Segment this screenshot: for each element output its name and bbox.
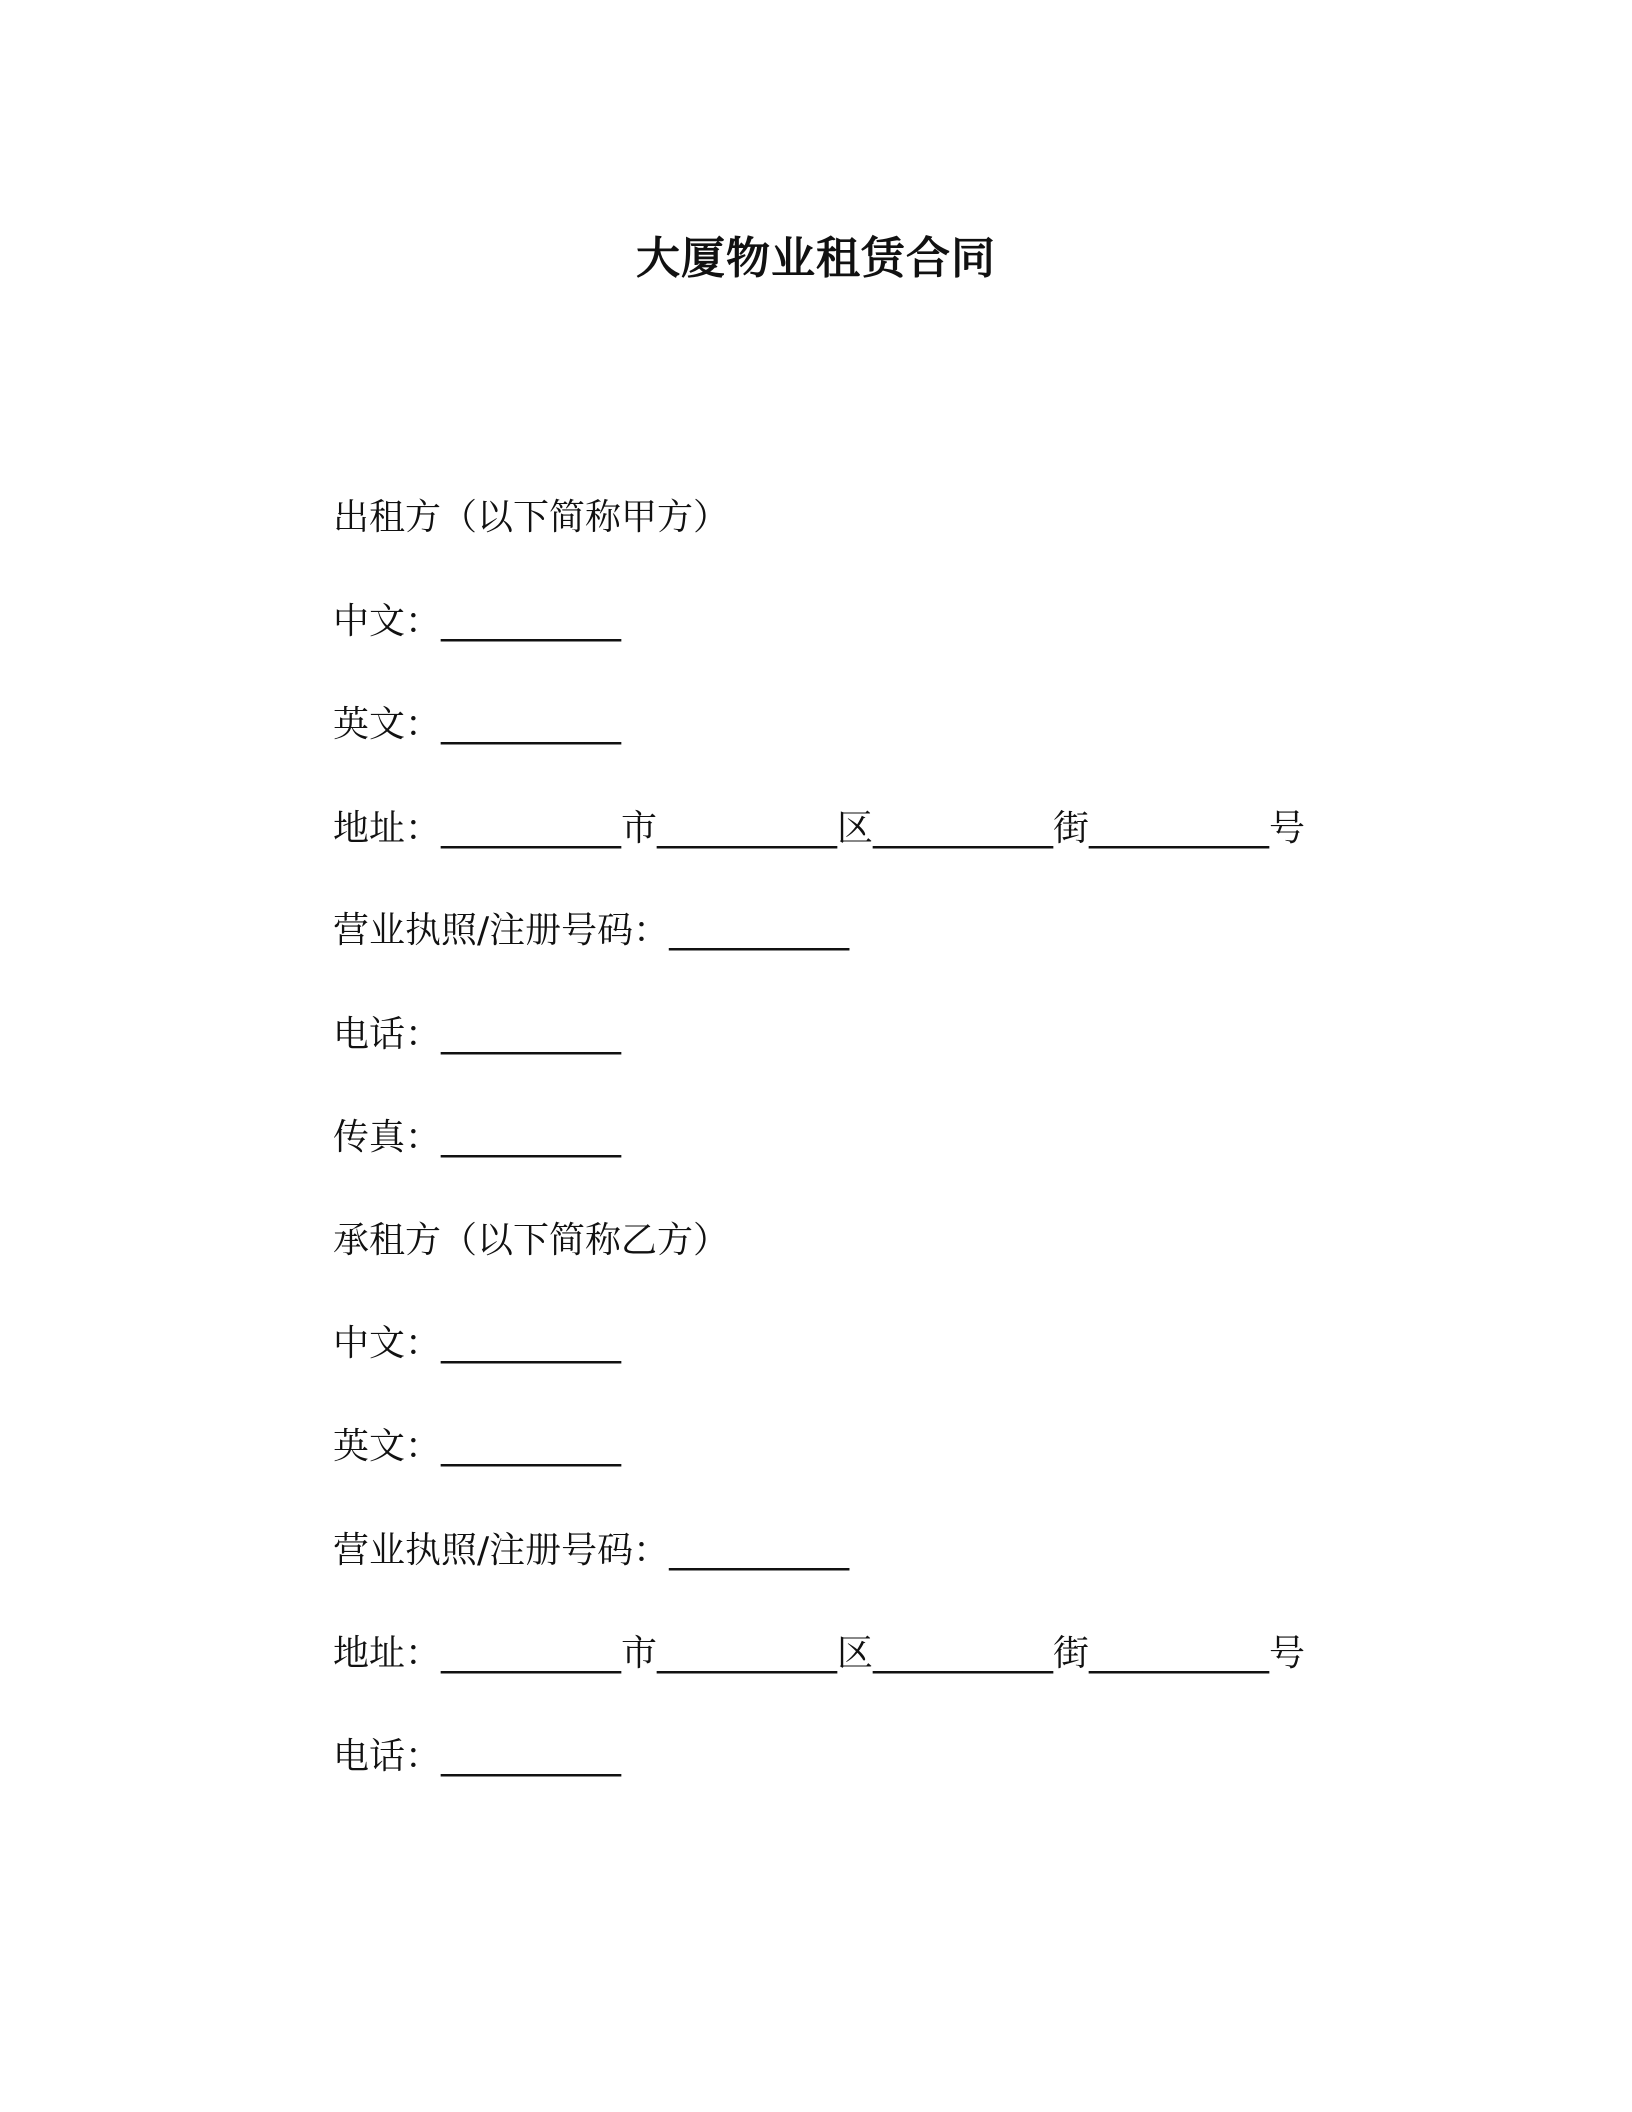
- lessor-license-line: 营业执照/注册号码：__________: [333, 910, 850, 951]
- lessor-english-name-line: 英文：__________: [333, 704, 622, 745]
- lessee-english-name-line: 英文：__________: [333, 1426, 622, 1467]
- lessee-heading: 承租方（以下简称乙方）: [333, 1220, 730, 1261]
- lessor-fax-line: 传真：__________: [333, 1117, 622, 1158]
- lessor-chinese-name-line: 中文：__________: [333, 601, 622, 642]
- lessee-chinese-name-line: 中文：__________: [333, 1323, 622, 1364]
- document-title: 大厦物业租赁合同: [636, 233, 996, 284]
- lessee-phone-line: 电话：__________: [333, 1736, 622, 1777]
- lessor-address-line: 地址：__________市__________区__________街__________号: [333, 808, 1306, 849]
- lessor-heading: 出租方（以下简称甲方）: [333, 497, 730, 538]
- lessee-address-line: 地址：__________市__________区__________街__________号: [333, 1633, 1306, 1674]
- lessee-license-line: 营业执照/注册号码：__________: [333, 1530, 850, 1571]
- lessor-phone-line: 电话：__________: [333, 1014, 622, 1055]
